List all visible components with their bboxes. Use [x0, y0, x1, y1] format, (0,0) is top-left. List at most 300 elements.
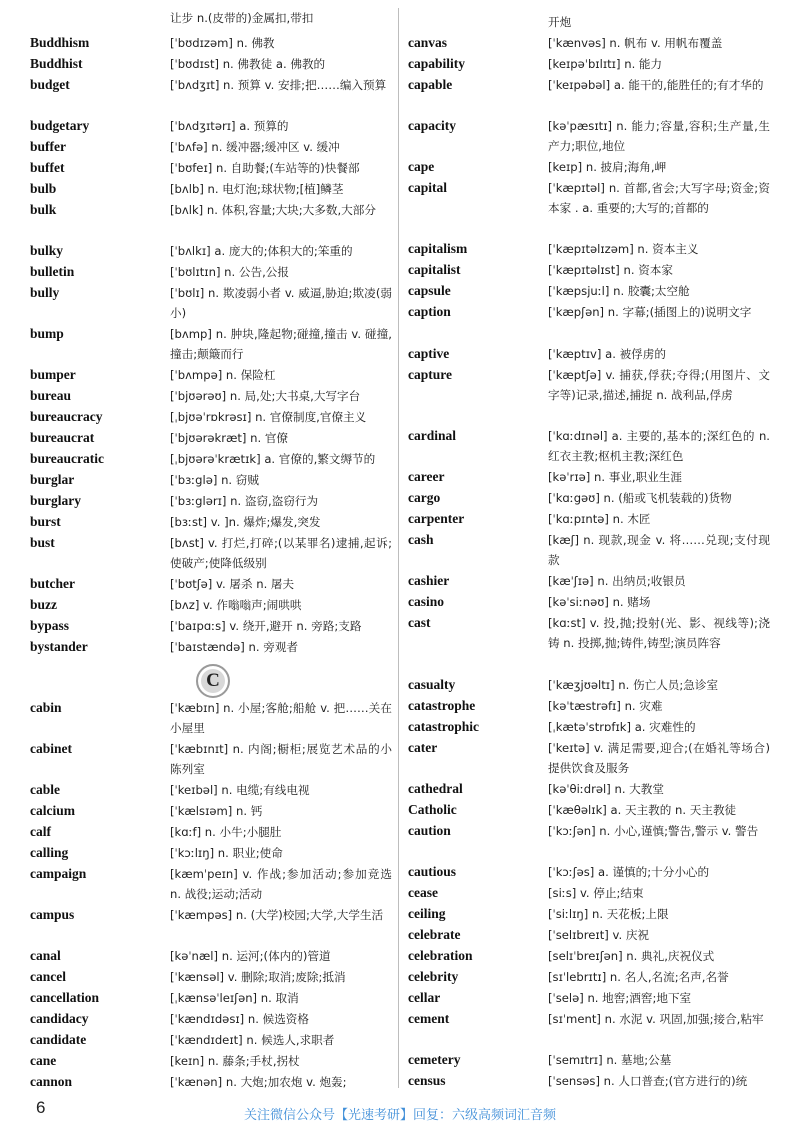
- definition-text: n. 人口普查;(官方进行的)统: [599, 1074, 748, 1088]
- definition: [548, 821, 770, 841]
- pronunciation: [ˈkeɪbəl]: [170, 783, 218, 797]
- headword: cement: [408, 1011, 450, 1026]
- headword: Buddhism: [30, 35, 90, 50]
- definition-text: a. 官僚的,繁文缛节的: [260, 452, 376, 466]
- definition: [170, 637, 392, 657]
- pronunciation: [ˈkeɪpəbəl]: [548, 78, 611, 92]
- headword: carpenter: [408, 511, 465, 526]
- definition-text: n. 佛教徒 a. 佛教的: [219, 57, 326, 71]
- definition-text: n. 伤亡人员;急诊室: [614, 678, 719, 692]
- headword: bulky: [30, 243, 64, 258]
- definition-text: n. 首都,省会;大写字母;资金;资本家 . a. 重要的;大写的;首都的: [548, 181, 770, 215]
- headword: casualty: [408, 677, 456, 692]
- pronunciation: [ˈkɔːʃən]: [548, 824, 596, 838]
- pronunciation: [ˈbʊlɪtɪn]: [170, 265, 221, 279]
- pronunciation: [ˈselɪbreɪt]: [548, 928, 609, 942]
- definition: [548, 925, 770, 945]
- pronunciation: [ˈbʊdɪst]: [170, 57, 220, 71]
- definition: [170, 967, 392, 987]
- definition: [548, 800, 770, 820]
- page-number: 6: [36, 1098, 46, 1117]
- definition: [548, 509, 770, 529]
- definition: [548, 946, 770, 966]
- headword: buffet: [30, 160, 65, 175]
- definition: [170, 33, 392, 53]
- pronunciation: [ˌkætəˈstrɒfɪk]: [548, 720, 632, 734]
- pronunciation: [ˈkæpɪtəlɪzəm]: [548, 242, 634, 256]
- definition: [548, 883, 770, 903]
- headword: capitalist: [408, 262, 461, 277]
- definition-text: n. 小牛;小腿肚: [201, 825, 282, 839]
- definition-text: a. 主要的,基本的;深红色的 n. 红衣主教;枢机主教;深红色: [548, 429, 770, 463]
- definition-text: n. (船或飞机装载的)货物: [599, 491, 732, 505]
- pronunciation: [ˈkɑːdɪnəl]: [548, 429, 608, 443]
- pronunciation: [ˈkælsɪəm]: [170, 804, 233, 818]
- definition: [170, 137, 392, 157]
- headword: cashier: [408, 573, 450, 588]
- definition-text: n. 木匠: [608, 512, 651, 526]
- pronunciation: [ˈkænsəl]: [170, 970, 225, 984]
- pronunciation: [ˈbʌlkɪ]: [170, 244, 211, 258]
- definition-text: n. 候选资格: [244, 1012, 309, 1026]
- headword: bureaucrat: [30, 430, 95, 445]
- headword: bureaucratic: [30, 451, 104, 466]
- headword: cast: [408, 615, 431, 630]
- definition: [170, 428, 392, 448]
- definition: [170, 324, 392, 364]
- headword: celebration: [408, 948, 473, 963]
- headword: capital: [408, 180, 447, 195]
- pronunciation: [ˈbaɪstændə]: [170, 640, 245, 654]
- pronunciation: [ˈselə]: [548, 991, 584, 1005]
- pronunciation: [selɪˈbreɪʃən]: [548, 949, 623, 963]
- headword: cabinet: [30, 741, 72, 756]
- definition: [548, 1009, 770, 1029]
- headword: calcium: [30, 803, 75, 818]
- pronunciation: [ˈkændɪdeɪt]: [170, 1033, 243, 1047]
- headword: cathedral: [408, 781, 463, 796]
- headword: calf: [30, 824, 51, 839]
- pronunciation: [ˌbjʊəˈrɒkrəsɪ]: [170, 410, 252, 424]
- definition-text: n. 天花板;上限: [588, 907, 669, 921]
- definition-text: n. 运河;(体内的)管道: [218, 949, 331, 963]
- pronunciation: [ˈbʊlɪ]: [170, 286, 205, 300]
- headword: cease: [408, 885, 438, 900]
- definition-text: n. 大教堂: [610, 782, 664, 796]
- definition: [548, 779, 770, 799]
- definition: [548, 967, 770, 987]
- definition-text: n. 能力;容量,容积;生产量,生产力;职位,地位: [548, 119, 770, 153]
- definition: [170, 905, 392, 925]
- definition: [548, 675, 770, 695]
- definition-text: a. 被俘虏的: [601, 347, 666, 361]
- pronunciation: [ˈsiːlɪŋ]: [548, 907, 589, 921]
- definition-text: n. 出纳员;收银员: [593, 574, 686, 588]
- headword: cautious: [408, 864, 457, 879]
- definition-text: a. 谨慎的;十分小心的: [594, 865, 710, 879]
- definition: [548, 904, 770, 924]
- definition-text: n. 取消: [257, 991, 299, 1005]
- definition-text: v. 绕开,避开 n. 旁路;支路: [225, 619, 362, 633]
- definition: [170, 386, 392, 406]
- definition: [170, 158, 392, 178]
- definition-text: n. 盗窃,盗窃行为: [226, 494, 319, 508]
- headword: ceiling: [408, 906, 446, 921]
- definition: [170, 801, 392, 821]
- definition-text: n. 能力: [620, 57, 663, 71]
- definition-text: n. 小心,谨慎;警告,警示 v. 警告: [595, 824, 759, 838]
- pronunciation: [keɪp]: [548, 160, 583, 174]
- pronunciation: [kɑːst]: [548, 616, 586, 630]
- headword: campus: [30, 907, 75, 922]
- headword: bumper: [30, 367, 76, 382]
- definition-text: a. 能干的,能胜任的;有才华的: [610, 78, 764, 92]
- definition-text: n. 公告,公报: [220, 265, 289, 279]
- headword: buffer: [30, 139, 66, 154]
- headword: butcher: [30, 576, 75, 591]
- headword: cape: [408, 159, 435, 174]
- pronunciation: [bɜːst]: [170, 515, 208, 529]
- definition-text: n. 字幕;(插图上的)说明文字: [604, 305, 752, 319]
- headword: capsule: [408, 283, 451, 298]
- pronunciation: [ˌkænsəˈleɪʃən]: [170, 991, 258, 1005]
- pronunciation: [ˈkæʒjʊəltɪ]: [548, 678, 615, 692]
- definition: [548, 1071, 770, 1091]
- headword: cancellation: [30, 990, 99, 1005]
- pronunciation: [bʌmp]: [170, 327, 212, 341]
- headword: cash: [408, 532, 434, 547]
- headword: burglar: [30, 472, 75, 487]
- pronunciation: [ˈkæbɪn]: [170, 701, 220, 715]
- pronunciation: [ˈkændɪdəsɪ]: [170, 1012, 245, 1026]
- definition: [170, 1009, 392, 1029]
- definition: [170, 365, 392, 385]
- definition: [170, 595, 392, 615]
- pronunciation: [ˈbɜːglə]: [170, 473, 218, 487]
- pronunciation: [ˈkɑːpɪntə]: [548, 512, 609, 526]
- definition: [548, 488, 770, 508]
- definition: [170, 75, 392, 95]
- pronunciation: [ˈbʌdʒɪt]: [170, 78, 220, 92]
- pronunciation: [ˈkæpɪtəl]: [548, 181, 605, 195]
- headword: bulletin: [30, 264, 75, 279]
- definition-text: n. 职业;使命: [214, 846, 283, 860]
- headword: capable: [408, 77, 453, 92]
- definition-text: a. 庞大的;体积大的;笨重的: [210, 244, 353, 258]
- definition: [170, 574, 392, 594]
- definition: [170, 407, 392, 427]
- definition: [170, 864, 392, 904]
- pronunciation: [ˈbaɪpɑːs]: [170, 619, 226, 633]
- section-letter-badge: [196, 664, 230, 698]
- pronunciation: [ˈkɔːlɪŋ]: [170, 846, 215, 860]
- pronunciation: [ˈkænən]: [170, 1075, 223, 1089]
- definition-text: n. 肿块,隆起物;碰撞,撞击 v. 碰撞,撞击;颠簸而行: [170, 327, 392, 361]
- headword: caption: [408, 304, 451, 319]
- headword: bypass: [30, 618, 70, 633]
- definition: [548, 344, 770, 364]
- definition-text: a. 预算的: [235, 119, 289, 133]
- definition: [548, 178, 770, 218]
- definition-text: n. 候选人,求职者: [242, 1033, 335, 1047]
- pronunciation: [ˈbʊfeɪ]: [170, 161, 213, 175]
- headword: bureau: [30, 388, 72, 403]
- definition: [548, 988, 770, 1008]
- definition-text: n. 典礼,庆祝仪式: [622, 949, 715, 963]
- definition: [170, 8, 392, 28]
- pronunciation: [ˈkæpɪtəlɪst]: [548, 263, 620, 277]
- definition: [170, 1072, 392, 1092]
- headword: catastrophe: [408, 698, 476, 713]
- headword: burst: [30, 514, 61, 529]
- definition-text: n. 预算 v. 安排;把……编入预算: [219, 78, 387, 92]
- headword: cardinal: [408, 428, 457, 443]
- headword: caution: [408, 823, 451, 838]
- definition-text: v. 作战;参加活动;参加竞选 n. 战役;运动;活动: [170, 867, 392, 901]
- definition-text: n. 钙: [232, 804, 263, 818]
- headword: calling: [30, 845, 69, 860]
- column-divider: [398, 8, 399, 1088]
- pronunciation: [ˈbjʊərəʊ]: [170, 389, 227, 403]
- headword: canvas: [408, 35, 448, 50]
- pronunciation: [ˈkɑːgəʊ]: [548, 491, 600, 505]
- definition-text: n. 官僚: [246, 431, 289, 445]
- pronunciation: [kəˈtæstrəfɪ]: [548, 699, 621, 713]
- headword: capacity: [408, 118, 456, 133]
- definition: [170, 843, 392, 863]
- headword: cater: [408, 740, 438, 755]
- definition-text: 让步 n.(皮带的)金属扣,带扣: [170, 11, 314, 25]
- definition: [170, 946, 392, 966]
- definition-text: n. 缓冲器;缓冲区 v. 缓冲: [207, 140, 340, 154]
- definition-text: n. 胶囊;太空舱: [609, 284, 690, 298]
- headword: cannon: [30, 1074, 73, 1089]
- definition: [548, 717, 770, 737]
- headword: celebrity: [408, 969, 459, 984]
- definition: [548, 467, 770, 487]
- headword: bulb: [30, 181, 57, 196]
- headword: captive: [408, 346, 450, 361]
- pronunciation: [ˌbjʊərəˈkrætɪk]: [170, 452, 261, 466]
- definition-text: v. 捕获,俘获;夺得;(用图片、文字等)记录,描述,捕捉 n. 战利品,俘虏: [548, 368, 770, 402]
- definition-text: v. 删除;取消;废除;抵消: [224, 970, 346, 984]
- definition-text: n. (大学)校园;大学,大学生活: [232, 908, 384, 922]
- definition-text: n. 帆布 v. 用帆布覆盖: [605, 36, 723, 50]
- definition: [548, 12, 770, 32]
- definition: [548, 33, 770, 53]
- definition-text: n. 披肩;海角,岬: [582, 160, 667, 174]
- headword: cargo: [408, 490, 441, 505]
- pronunciation: [ˈbʊtʃə]: [170, 577, 213, 591]
- headword: capture: [408, 367, 452, 382]
- section-letter: C: [206, 670, 220, 691]
- definition-text: n. 墓地;公墓: [602, 1053, 672, 1067]
- headword: bust: [30, 535, 55, 550]
- headword: budgetary: [30, 118, 90, 133]
- headword: capability: [408, 56, 466, 71]
- definition: [548, 571, 770, 591]
- definition: [170, 1030, 392, 1050]
- definition: [548, 1050, 770, 1070]
- definition: [548, 302, 770, 322]
- pronunciation: [keɪn]: [170, 1054, 205, 1068]
- definition: [548, 592, 770, 612]
- definition-text: n. 内阁;橱柜;展览艺术品的小陈列室: [170, 742, 392, 776]
- pronunciation: [bʌlb]: [170, 182, 204, 196]
- pronunciation: [ˈkeɪtə]: [548, 741, 590, 755]
- definition-text: 开炮: [548, 15, 572, 29]
- pronunciation: [ˈbʌfə]: [170, 140, 208, 154]
- pronunciation: [ˈkæpʃən]: [548, 305, 605, 319]
- definition-text: n. 体积,容量;大块;大多数,大部分: [203, 203, 376, 217]
- pronunciation: [ˈbɜːglərɪ]: [170, 494, 227, 508]
- pronunciation: [kəˈsiːnəʊ]: [548, 595, 609, 609]
- definition-text: n. 旁观者: [244, 640, 299, 654]
- definition: [548, 530, 770, 570]
- definition: [170, 780, 392, 800]
- pronunciation: [kæmˈpeɪn]: [170, 867, 238, 881]
- definition-text: a. 灾难性的: [631, 720, 696, 734]
- headword: buzz: [30, 597, 57, 612]
- definition-text: n. 保险杠: [222, 368, 276, 382]
- definition-text: n. 事业,职业生涯: [590, 470, 682, 484]
- headword: bully: [30, 285, 60, 300]
- definition: [548, 239, 770, 259]
- headword: bulk: [30, 202, 57, 217]
- pronunciation: [kɑːf]: [170, 825, 202, 839]
- definition: [170, 1051, 392, 1071]
- pronunciation: [ˈbjʊərəkræt]: [170, 431, 247, 445]
- pronunciation: [ˈkæmpəs]: [170, 908, 233, 922]
- definition-text: n. 藤条;手杖,拐杖: [204, 1054, 300, 1068]
- definition-text: n. 资本家: [619, 263, 673, 277]
- definition: [548, 157, 770, 177]
- headword: candidate: [30, 1032, 87, 1047]
- headword: Catholic: [408, 802, 457, 817]
- pronunciation: [kəˈpæsɪtɪ]: [548, 119, 613, 133]
- pronunciation: [ˈkæbɪnɪt]: [170, 742, 229, 756]
- definition-text: n. 地窖;酒窖;地下室: [583, 991, 692, 1005]
- definition: [170, 179, 392, 199]
- definition: [548, 696, 770, 716]
- headword: bump: [30, 326, 64, 341]
- definition: [548, 281, 770, 301]
- headword: catastrophic: [408, 719, 479, 734]
- definition-text: n. 灾难: [620, 699, 663, 713]
- definition: [170, 512, 392, 532]
- definition-text: n. 官僚制度,官僚主义: [251, 410, 367, 424]
- definition: [548, 116, 770, 156]
- definition-text: v. 打烂,打碎;(以某罪名)逮捕,起诉;使破产;使降低级别: [170, 536, 392, 570]
- definition-text: n. 窃贼: [217, 473, 259, 487]
- pronunciation: [ˈbʊdɪzəm]: [170, 36, 233, 50]
- headword: casino: [408, 594, 445, 609]
- headword: celebrate: [408, 927, 461, 942]
- definition: [548, 75, 770, 95]
- definition-text: a. 天主教的 n. 天主教徒: [606, 803, 737, 817]
- pronunciation: [kæʃ]: [548, 533, 580, 547]
- definition: [170, 470, 392, 490]
- definition: [170, 698, 392, 738]
- headword: census: [408, 1073, 446, 1088]
- definition-text: v. ]n. 爆炸;爆发,突发: [207, 515, 321, 529]
- headword: cabin: [30, 700, 62, 715]
- definition: [548, 738, 770, 778]
- headword: canal: [30, 948, 61, 963]
- definition: [548, 426, 770, 466]
- definition: [170, 449, 392, 469]
- footer-note: 关注微信公众号【光速考研】回复：六级高频词汇音频: [243, 1108, 556, 1123]
- definition: [170, 739, 392, 779]
- pronunciation: [ˈkæpsjuːl]: [548, 284, 610, 298]
- pronunciation: [ˈsemɪtrɪ]: [548, 1053, 603, 1067]
- pronunciation: [kəˈrɪə]: [548, 470, 591, 484]
- definition: [548, 613, 770, 653]
- definition-text: n. 资本主义: [633, 242, 699, 256]
- headword: burglary: [30, 493, 82, 508]
- headword: cemetery: [408, 1052, 461, 1067]
- definition: [548, 365, 770, 405]
- headword: campaign: [30, 866, 87, 881]
- pronunciation: [ˈkænvəs]: [548, 36, 606, 50]
- definition-text: v. 庆祝: [608, 928, 650, 942]
- headword: Buddhist: [30, 56, 83, 71]
- definition: [170, 616, 392, 636]
- pronunciation: [ˈkæθəlɪk]: [548, 803, 607, 817]
- definition: [548, 260, 770, 280]
- headword: budget: [30, 77, 70, 92]
- pronunciation: [kəˈθiːdrəl]: [548, 782, 611, 796]
- definition-text: n. 现款,现金 v. 将……兑现;支付现款: [548, 533, 770, 567]
- definition-text: n. 小屋;客舱;船舱 v. 把……关在小屋里: [170, 701, 392, 735]
- pronunciation: [ˈkæptʃə]: [548, 368, 602, 382]
- definition: [170, 262, 392, 282]
- headword: cancel: [30, 969, 66, 984]
- definition-text: n. 赌场: [608, 595, 651, 609]
- headword: cable: [30, 782, 60, 797]
- definition-text: n. 大炮;加农炮 v. 炮轰;: [222, 1075, 347, 1089]
- definition-text: v. 屠杀 n. 屠夫: [212, 577, 295, 591]
- headword: bureaucracy: [30, 409, 103, 424]
- definition-text: n. 电缆;有线电视: [217, 783, 310, 797]
- definition-text: n. 自助餐;(车站等的)快餐部: [212, 161, 360, 175]
- definition-text: v. 满足需要,迎合;(在婚礼等场合)提供饮食及服务: [548, 741, 770, 775]
- definition: [170, 988, 392, 1008]
- pronunciation: [sɪˈlebrɪtɪ]: [548, 970, 607, 984]
- definition: [170, 491, 392, 511]
- definition-text: n. 水泥 v. 巩固,加强;接合,粘牢: [600, 1012, 764, 1026]
- definition: [170, 822, 392, 842]
- definition: [170, 241, 392, 261]
- definition-text: n. 局,处;大书桌,大写字台: [226, 389, 361, 403]
- headword: cellar: [408, 990, 441, 1005]
- pronunciation: [ˈbʌmpə]: [170, 368, 223, 382]
- definition: [170, 533, 392, 573]
- definition: [548, 862, 770, 882]
- pronunciation: [kəˈnæl]: [170, 949, 219, 963]
- pronunciation: [siːs]: [548, 886, 577, 900]
- pronunciation: [ˈkɔːʃəs]: [548, 865, 595, 879]
- definition-text: v. 停止;结束: [576, 886, 644, 900]
- definition: [170, 54, 392, 74]
- pronunciation: [keɪpəˈbɪlɪtɪ]: [548, 57, 621, 71]
- headword: candidacy: [30, 1011, 89, 1026]
- headword: career: [408, 469, 445, 484]
- definition-text: n. 名人,名流;名声,名誉: [606, 970, 729, 984]
- definition-text: n. 电灯泡;球状物;[植]鳞茎: [203, 182, 344, 196]
- definition-text: n. 佛教: [232, 36, 275, 50]
- pronunciation: [bʌz]: [170, 598, 200, 612]
